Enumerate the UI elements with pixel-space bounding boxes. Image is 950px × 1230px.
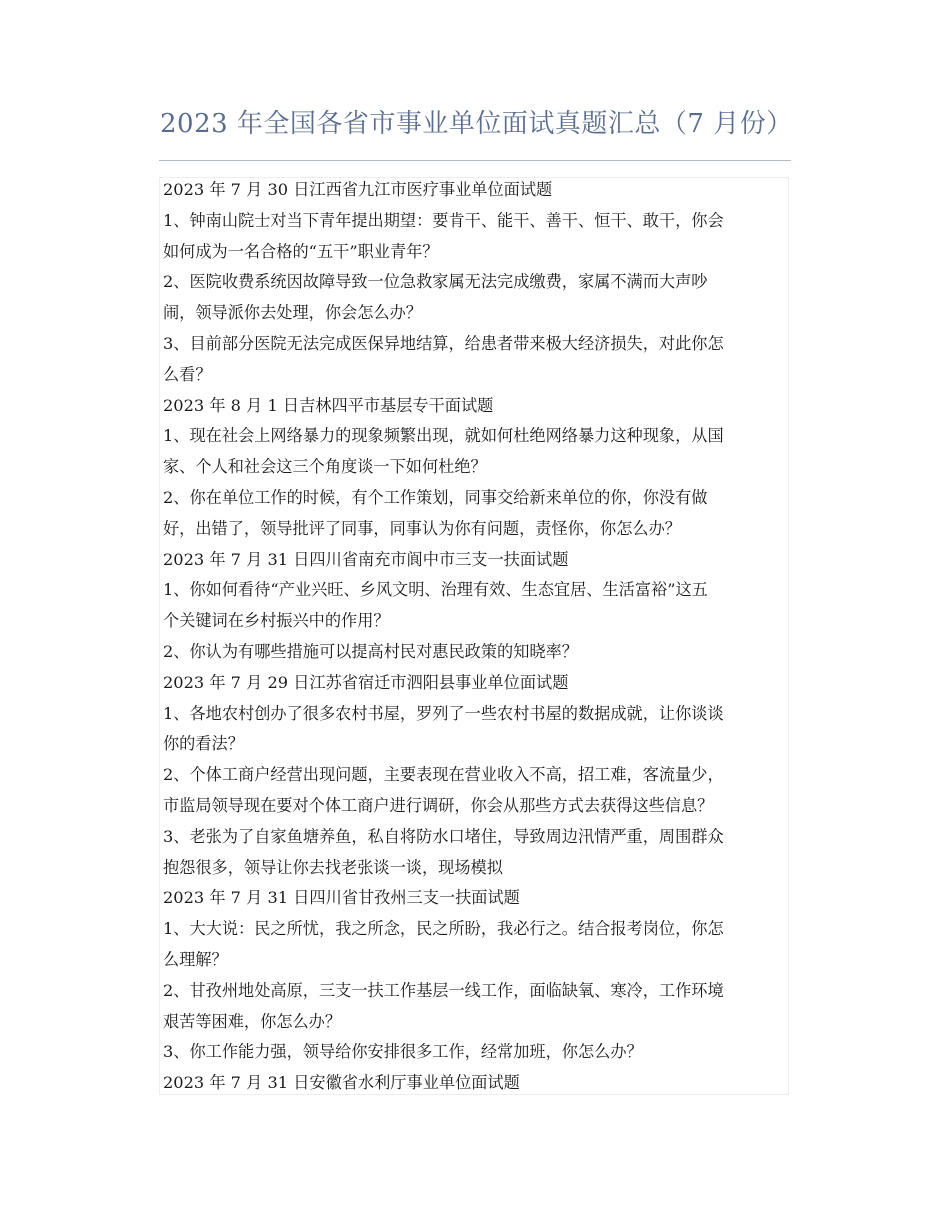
section-heading: 2023 年 7 月 29 日江苏省宿迁市泗阳县事业单位面试题 — [163, 672, 569, 692]
question-line: 1、你如何看待“产业兴旺、乡风文明、治理有效、生态宜居、生活富裕”这五 — [163, 580, 708, 600]
question-line: 抱怨很多，领导让你去找老张谈一谈，现场模拟 — [163, 857, 503, 877]
question-line: 么看？ — [163, 364, 212, 384]
page-title: 2023 年全国各省市事业单位面试真题汇总（7 月份） — [160, 109, 793, 139]
question-line: 1、大大说：民之所忧，我之所念，民之所盼，我必行之。结合报考岗位，你怎 — [163, 919, 724, 939]
section-heading: 2023 年 7 月 30 日江西省九江市医疗事业单位面试题 — [163, 180, 553, 199]
question-line: 1、钟南山院士对当下青年提出期望：要肯干、能干、善干、恒干、敢干，你会 — [163, 210, 724, 230]
title-divider — [159, 160, 791, 161]
question-line: 如何成为一名合格的“五干”职业青年？ — [163, 241, 439, 261]
question-line: 1、各地农村创办了很多农村书屋，罗列了一些农村书屋的数据成就，让你谈谈 — [163, 703, 724, 723]
section-heading: 2023 年 7 月 31 日四川省甘孜州三支一扶面试题 — [163, 888, 520, 908]
question-line: 3、老张为了自家鱼塘养鱼，私自将防水口堵住，导致周边汛情严重，周围群众 — [163, 826, 724, 846]
question-line: 家、个人和社会这三个角度谈一下如何杜绝？ — [163, 457, 487, 477]
question-line: 3、目前部分医院无法完成医保异地结算，给患者带来极大经济损失，对此你怎 — [163, 333, 724, 353]
question-line: 么理解？ — [163, 949, 228, 969]
question-line: 1、现在社会上网络暴力的现象频繁出现，就如何杜绝网络暴力这种现象，从国 — [163, 426, 724, 446]
question-line: 闹，领导派你去处理，你会怎么办？ — [163, 303, 422, 323]
section-heading: 2023 年 8 月 1 日吉林四平市基层专干面试题 — [163, 395, 494, 415]
question-line: 2、你在单位工作的时候，有个工作策划，同事交给新来单位的你，你没有做 — [163, 487, 708, 507]
section-heading: 2023 年 7 月 31 日四川省南充市阆中市三支一扶面试题 — [163, 549, 569, 569]
question-line: 2、医院收费系统因故障导致一位急救家属无法完成缴费，家属不满而大声吵 — [163, 272, 708, 292]
question-line: 3、你工作能力强，领导给你安排很多工作，经常加班，你怎么办？ — [163, 1042, 643, 1062]
question-line: 艰苦等困难，你怎么办？ — [163, 1011, 342, 1031]
question-line: 好，出错了，领导批评了同事，同事认为你有问题，责怪你，你怎么办？ — [163, 518, 681, 538]
question-line: 2、甘孜州地处高原，三支一扶工作基层一线工作，面临缺氧、寒冷，工作环境 — [163, 980, 724, 1000]
question-line: 2、个体工商户经营出现问题，主要表现在营业收入不高，招工难，客流量少， — [163, 765, 724, 785]
section-heading: 2023 年 7 月 31 日安徽省水利厅事业单位面试题 — [163, 1073, 520, 1093]
question-line: 你的看法？ — [163, 734, 244, 754]
document-body — [163, 175, 789, 1099]
question-line: 市监局领导现在要对个体工商户进行调研，你会从那些方式去获得这些信息？ — [163, 795, 714, 815]
question-line: 2、你认为有哪些措施可以提高村民对惠民政策的知晓率？ — [163, 641, 578, 661]
question-line: 个关键词在乡村振兴中的作用？ — [163, 611, 390, 631]
